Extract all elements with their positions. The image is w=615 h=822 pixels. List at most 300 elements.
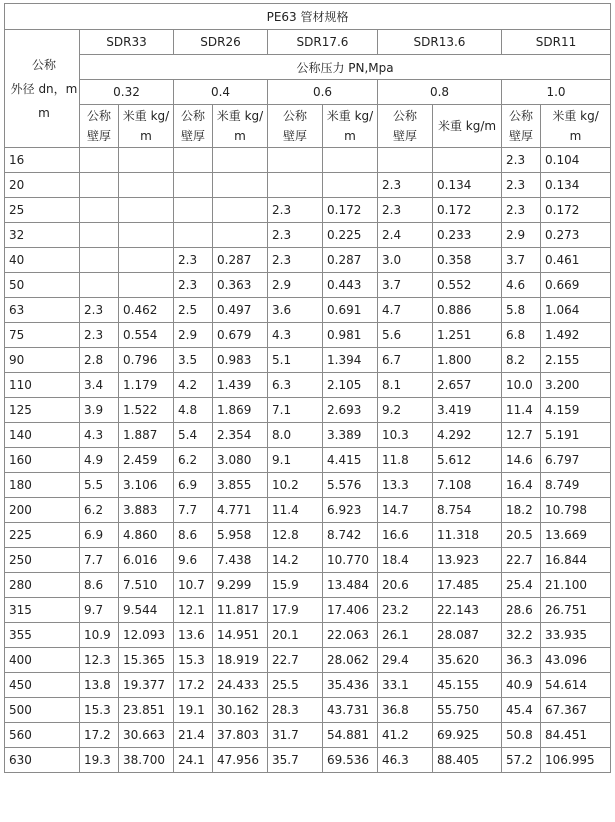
wall-thickness-cell: 36.3 [502, 648, 541, 673]
wall-thickness-cell: 5.5 [80, 473, 119, 498]
wall-thickness-cell [174, 198, 213, 223]
wall-thickness-cell: 2.3 [502, 198, 541, 223]
wall-thickness-cell: 5.1 [268, 348, 323, 373]
weight-cell: 69.925 [433, 723, 502, 748]
table-row [5, 523, 611, 548]
wall-thickness-cell: 13.8 [80, 673, 119, 698]
wall-thickness-cell: 16.6 [378, 523, 433, 548]
wall-thickness-header [80, 105, 119, 148]
weight-cell: 26.751 [541, 598, 611, 623]
column-header-row [5, 105, 611, 148]
weight-cell: 0.461 [541, 248, 611, 273]
sdr-header: SDR26 [174, 30, 268, 55]
weight-cell: 4.292 [433, 423, 502, 448]
weight-cell: 8.749 [541, 473, 611, 498]
header-line: 公称 [86, 109, 111, 123]
weight-cell: 0.225 [323, 223, 378, 248]
table-row [5, 723, 611, 748]
wall-thickness-cell: 12.8 [268, 523, 323, 548]
wall-thickness-cell: 46.3 [378, 748, 433, 773]
wall-thickness-cell: 11.4 [268, 498, 323, 523]
weight-cell: 0.981 [323, 323, 378, 348]
weight-cell: 0.287 [213, 248, 268, 273]
wall-thickness-cell [174, 148, 213, 173]
weight-cell: 3.106 [119, 473, 174, 498]
weight-cell: 0.273 [541, 223, 611, 248]
weight-cell: 69.536 [323, 748, 378, 773]
weight-cell: 7.510 [119, 573, 174, 598]
wall-thickness-cell: 32.2 [502, 623, 541, 648]
wall-thickness-cell: 9.6 [174, 548, 213, 573]
header-line: 壁厚 [508, 129, 533, 143]
wall-thickness-cell: 8.6 [80, 573, 119, 598]
weight-cell: 3.200 [541, 373, 611, 398]
wall-thickness-cell: 2.3 [80, 323, 119, 348]
wall-thickness-cell: 25.5 [268, 673, 323, 698]
wall-thickness-cell: 13.6 [174, 623, 213, 648]
weight-cell: 0.104 [541, 148, 611, 173]
weight-cell: 7.108 [433, 473, 502, 498]
wall-thickness-cell: 6.9 [80, 523, 119, 548]
wall-thickness-cell: 10.9 [80, 623, 119, 648]
nominal-diameter-cell: 63 [5, 298, 80, 323]
wall-thickness-header [268, 105, 323, 148]
wall-thickness-cell: 2.3 [268, 223, 323, 248]
nominal-diameter-cell: 110 [5, 373, 80, 398]
wall-thickness-cell: 2.9 [268, 273, 323, 298]
table-row [5, 573, 611, 598]
nominal-diameter-cell: 75 [5, 323, 80, 348]
weight-cell: 0.134 [541, 173, 611, 198]
weight-cell [213, 173, 268, 198]
wall-thickness-cell: 2.4 [378, 223, 433, 248]
weight-cell: 3.855 [213, 473, 268, 498]
table-row [5, 673, 611, 698]
header-line: 米重 kg/ [122, 109, 170, 123]
wall-thickness-cell: 11.4 [502, 398, 541, 423]
wall-thickness-cell: 6.8 [502, 323, 541, 348]
weight-cell: 22.063 [323, 623, 378, 648]
wall-thickness-cell: 4.2 [174, 373, 213, 398]
header-line: 米重 kg/ [216, 109, 264, 123]
wall-thickness-cell: 10.2 [268, 473, 323, 498]
nominal-diameter-cell: 630 [5, 748, 80, 773]
nominal-diameter-cell: 560 [5, 723, 80, 748]
weight-cell: 19.377 [119, 673, 174, 698]
weight-cell: 1.522 [119, 398, 174, 423]
weight-cell: 37.803 [213, 723, 268, 748]
header-line: 壁厚 [180, 129, 205, 143]
nominal-diameter-cell: 400 [5, 648, 80, 673]
weight-cell: 1.887 [119, 423, 174, 448]
weight-cell: 5.958 [213, 523, 268, 548]
weight-cell [213, 198, 268, 223]
wall-thickness-header [174, 105, 213, 148]
wall-thickness-cell: 35.7 [268, 748, 323, 773]
wall-thickness-cell: 16.4 [502, 473, 541, 498]
nominal-diameter-cell: 40 [5, 248, 80, 273]
table-row [5, 198, 611, 223]
wall-thickness-cell: 24.1 [174, 748, 213, 773]
weight-cell: 88.405 [433, 748, 502, 773]
weight-cell: 9.544 [119, 598, 174, 623]
od-header-line2: 外径 dn，m [10, 81, 78, 96]
weight-cell: 35.436 [323, 673, 378, 698]
weight-cell: 0.552 [433, 273, 502, 298]
weight-cell: 43.731 [323, 698, 378, 723]
wall-thickness-cell: 11.8 [378, 448, 433, 473]
sdr-header: SDR13.6 [378, 30, 502, 55]
wall-thickness-cell: 31.7 [268, 723, 323, 748]
weight-cell: 1.394 [323, 348, 378, 373]
wall-thickness-cell: 2.8 [80, 348, 119, 373]
wall-thickness-cell: 5.6 [378, 323, 433, 348]
header-line: 米重 kg/ [326, 109, 374, 123]
weight-cell: 4.159 [541, 398, 611, 423]
weight-cell: 5.612 [433, 448, 502, 473]
weight-cell: 3.883 [119, 498, 174, 523]
header-line: 壁厚 [392, 129, 417, 143]
table-row [5, 623, 611, 648]
wall-thickness-cell: 8.2 [502, 348, 541, 373]
nominal-diameter-cell: 125 [5, 398, 80, 423]
header-line: 公称 [392, 109, 417, 123]
weight-cell: 7.438 [213, 548, 268, 573]
weight-cell: 0.172 [541, 198, 611, 223]
weight-cell: 1.439 [213, 373, 268, 398]
weight-cell: 10.798 [541, 498, 611, 523]
weight-cell: 15.365 [119, 648, 174, 673]
weight-cell: 35.620 [433, 648, 502, 673]
weight-cell: 6.797 [541, 448, 611, 473]
nominal-diameter-cell: 315 [5, 598, 80, 623]
nominal-diameter-cell: 450 [5, 673, 80, 698]
wall-thickness-cell [80, 248, 119, 273]
weight-cell: 6.016 [119, 548, 174, 573]
wall-thickness-cell: 4.7 [378, 298, 433, 323]
wall-thickness-cell [268, 173, 323, 198]
wall-thickness-cell [80, 223, 119, 248]
wall-thickness-cell: 15.9 [268, 573, 323, 598]
table-row [5, 298, 611, 323]
wall-thickness-cell: 6.2 [174, 448, 213, 473]
weight-per-meter-header [323, 105, 378, 148]
od-header-line3: m [38, 105, 50, 120]
wall-thickness-cell: 4.3 [80, 423, 119, 448]
wall-thickness-header [502, 105, 541, 148]
weight-cell: 13.923 [433, 548, 502, 573]
wall-thickness-cell: 5.8 [502, 298, 541, 323]
header-line: m [569, 129, 582, 143]
wall-thickness-cell: 15.3 [80, 698, 119, 723]
wall-thickness-cell: 12.3 [80, 648, 119, 673]
wall-thickness-cell: 2.5 [174, 298, 213, 323]
pn-value: 1.0 [502, 80, 611, 105]
wall-thickness-cell: 14.7 [378, 498, 433, 523]
wall-thickness-cell: 2.3 [174, 248, 213, 273]
weight-cell: 2.657 [433, 373, 502, 398]
wall-thickness-cell: 45.4 [502, 698, 541, 723]
wall-thickness-cell: 17.2 [174, 673, 213, 698]
wall-thickness-cell: 12.7 [502, 423, 541, 448]
header-line: m [344, 129, 356, 143]
weight-cell: 16.844 [541, 548, 611, 573]
wall-thickness-cell: 5.4 [174, 423, 213, 448]
weight-cell: 17.485 [433, 573, 502, 598]
weight-cell: 2.105 [323, 373, 378, 398]
wall-thickness-cell: 19.3 [80, 748, 119, 773]
wall-thickness-cell: 3.7 [502, 248, 541, 273]
wall-thickness-cell [174, 173, 213, 198]
wall-thickness-cell: 2.3 [378, 173, 433, 198]
weight-cell: 45.155 [433, 673, 502, 698]
sdr-header: SDR11 [502, 30, 611, 55]
table-row [5, 148, 611, 173]
weight-cell [119, 173, 174, 198]
table-row [5, 698, 611, 723]
weight-cell: 33.935 [541, 623, 611, 648]
weight-cell: 24.433 [213, 673, 268, 698]
weight-cell: 12.093 [119, 623, 174, 648]
wall-thickness-cell: 17.9 [268, 598, 323, 623]
table-row [5, 448, 611, 473]
wall-thickness-cell: 10.3 [378, 423, 433, 448]
weight-cell: 0.669 [541, 273, 611, 298]
wall-thickness-cell: 9.2 [378, 398, 433, 423]
wall-thickness-cell: 2.3 [80, 298, 119, 323]
pressure-header: 公称压力 PN,Mpa [80, 55, 611, 80]
weight-cell: 55.750 [433, 698, 502, 723]
weight-cell: 84.451 [541, 723, 611, 748]
wall-thickness-cell: 2.3 [268, 198, 323, 223]
wall-thickness-cell: 36.8 [378, 698, 433, 723]
weight-cell: 2.155 [541, 348, 611, 373]
weight-cell: 0.443 [323, 273, 378, 298]
wall-thickness-cell: 4.6 [502, 273, 541, 298]
weight-cell: 3.419 [433, 398, 502, 423]
weight-cell: 0.679 [213, 323, 268, 348]
wall-thickness-cell: 10.7 [174, 573, 213, 598]
weight-cell: 3.389 [323, 423, 378, 448]
pn-value: 0.4 [174, 80, 268, 105]
table-row [5, 348, 611, 373]
weight-cell: 1.064 [541, 298, 611, 323]
weight-cell: 54.614 [541, 673, 611, 698]
wall-thickness-cell: 14.6 [502, 448, 541, 473]
wall-thickness-cell: 7.7 [174, 498, 213, 523]
wall-thickness-cell: 8.1 [378, 373, 433, 398]
nominal-diameter-cell: 50 [5, 273, 80, 298]
weight-cell: 14.951 [213, 623, 268, 648]
table-row [5, 248, 611, 273]
wall-thickness-cell [378, 148, 433, 173]
weight-cell [213, 148, 268, 173]
outer-diameter-header [5, 30, 80, 148]
wall-thickness-cell: 12.1 [174, 598, 213, 623]
table-row [5, 473, 611, 498]
wall-thickness-cell: 6.7 [378, 348, 433, 373]
weight-cell: 9.299 [213, 573, 268, 598]
wall-thickness-cell: 2.3 [174, 273, 213, 298]
wall-thickness-cell: 3.9 [80, 398, 119, 423]
wall-thickness-cell: 6.9 [174, 473, 213, 498]
weight-cell: 10.770 [323, 548, 378, 573]
wall-thickness-cell: 40.9 [502, 673, 541, 698]
nominal-diameter-cell: 500 [5, 698, 80, 723]
wall-thickness-cell: 18.4 [378, 548, 433, 573]
weight-cell: 17.406 [323, 598, 378, 623]
weight-cell: 22.143 [433, 598, 502, 623]
weight-cell: 0.363 [213, 273, 268, 298]
weight-cell: 0.358 [433, 248, 502, 273]
weight-cell: 106.995 [541, 748, 611, 773]
weight-cell: 0.172 [433, 198, 502, 223]
weight-cell [433, 148, 502, 173]
wall-thickness-cell: 22.7 [502, 548, 541, 573]
wall-thickness-cell: 4.8 [174, 398, 213, 423]
weight-cell: 21.100 [541, 573, 611, 598]
wall-thickness-cell [80, 173, 119, 198]
wall-thickness-cell: 19.1 [174, 698, 213, 723]
table-row [5, 548, 611, 573]
weight-cell: 0.172 [323, 198, 378, 223]
wall-thickness-cell: 41.2 [378, 723, 433, 748]
weight-cell: 30.663 [119, 723, 174, 748]
wall-thickness-cell: 29.4 [378, 648, 433, 673]
weight-cell: 4.860 [119, 523, 174, 548]
table-row [5, 323, 611, 348]
weight-cell: 2.459 [119, 448, 174, 473]
header-line: m [140, 129, 152, 143]
weight-cell: 0.287 [323, 248, 378, 273]
weight-cell: 4.415 [323, 448, 378, 473]
weight-cell: 11.817 [213, 598, 268, 623]
sdr-header: SDR33 [80, 30, 174, 55]
weight-per-meter-header [433, 105, 502, 148]
weight-cell: 8.742 [323, 523, 378, 548]
table-row [5, 273, 611, 298]
wall-thickness-header [378, 105, 433, 148]
wall-thickness-cell: 17.2 [80, 723, 119, 748]
wall-thickness-cell [80, 198, 119, 223]
wall-thickness-cell [80, 148, 119, 173]
weight-cell: 0.886 [433, 298, 502, 323]
wall-thickness-cell: 6.3 [268, 373, 323, 398]
weight-cell: 0.462 [119, 298, 174, 323]
wall-thickness-cell: 3.5 [174, 348, 213, 373]
weight-cell: 47.956 [213, 748, 268, 773]
weight-cell: 54.881 [323, 723, 378, 748]
pn-value: 0.32 [80, 80, 174, 105]
pe63-spec-table [4, 3, 611, 773]
wall-thickness-cell: 8.0 [268, 423, 323, 448]
wall-thickness-cell: 23.2 [378, 598, 433, 623]
weight-cell: 67.367 [541, 698, 611, 723]
wall-thickness-cell: 4.9 [80, 448, 119, 473]
weight-cell: 1.492 [541, 323, 611, 348]
wall-thickness-cell: 10.0 [502, 373, 541, 398]
nominal-diameter-cell: 200 [5, 498, 80, 523]
weight-cell: 0.497 [213, 298, 268, 323]
wall-thickness-cell: 28.3 [268, 698, 323, 723]
weight-cell: 1.800 [433, 348, 502, 373]
weight-cell: 13.484 [323, 573, 378, 598]
weight-per-meter-header [213, 105, 268, 148]
nominal-diameter-cell: 32 [5, 223, 80, 248]
weight-cell: 30.162 [213, 698, 268, 723]
sdr-header: SDR17.6 [268, 30, 378, 55]
wall-thickness-cell: 20.1 [268, 623, 323, 648]
weight-cell: 0.233 [433, 223, 502, 248]
nominal-diameter-cell: 225 [5, 523, 80, 548]
weight-cell: 11.318 [433, 523, 502, 548]
weight-cell: 2.354 [213, 423, 268, 448]
header-line: 公称 [282, 109, 307, 123]
wall-thickness-cell: 50.8 [502, 723, 541, 748]
weight-cell: 0.554 [119, 323, 174, 348]
wall-thickness-cell: 4.3 [268, 323, 323, 348]
table-row [5, 423, 611, 448]
nominal-diameter-cell: 180 [5, 473, 80, 498]
wall-thickness-cell: 20.6 [378, 573, 433, 598]
weight-cell: 38.700 [119, 748, 174, 773]
header-line: 公称 [508, 109, 533, 123]
wall-thickness-cell: 22.7 [268, 648, 323, 673]
nominal-diameter-cell: 250 [5, 548, 80, 573]
wall-thickness-cell: 28.6 [502, 598, 541, 623]
weight-cell: 18.919 [213, 648, 268, 673]
wall-thickness-cell: 15.3 [174, 648, 213, 673]
weight-cell [323, 173, 378, 198]
weight-cell [323, 148, 378, 173]
weight-cell: 2.693 [323, 398, 378, 423]
weight-cell: 3.080 [213, 448, 268, 473]
nominal-diameter-cell: 280 [5, 573, 80, 598]
weight-cell: 43.096 [541, 648, 611, 673]
pn-value: 0.8 [378, 80, 502, 105]
weight-cell: 0.983 [213, 348, 268, 373]
wall-thickness-cell [80, 273, 119, 298]
weight-cell: 28.062 [323, 648, 378, 673]
nominal-diameter-cell: 355 [5, 623, 80, 648]
table-body [5, 148, 611, 773]
weight-cell [119, 223, 174, 248]
table-row [5, 648, 611, 673]
weight-cell: 28.087 [433, 623, 502, 648]
table-row [5, 398, 611, 423]
header-line: 壁厚 [282, 129, 307, 143]
nominal-diameter-cell: 140 [5, 423, 80, 448]
weight-cell: 6.923 [323, 498, 378, 523]
weight-cell [213, 223, 268, 248]
wall-thickness-cell: 3.7 [378, 273, 433, 298]
od-header-line1: 公称 [31, 57, 56, 72]
weight-cell: 5.191 [541, 423, 611, 448]
weight-cell: 23.851 [119, 698, 174, 723]
wall-thickness-cell: 3.6 [268, 298, 323, 323]
header-line: 米重 kg/ [552, 109, 599, 123]
weight-cell: 5.576 [323, 473, 378, 498]
wall-thickness-cell: 33.1 [378, 673, 433, 698]
header-line: m [234, 129, 246, 143]
nominal-diameter-cell: 90 [5, 348, 80, 373]
header-line: 壁厚 [86, 129, 111, 143]
wall-thickness-cell: 9.1 [268, 448, 323, 473]
weight-cell: 4.771 [213, 498, 268, 523]
wall-thickness-cell: 2.9 [174, 323, 213, 348]
weight-cell [119, 198, 174, 223]
wall-thickness-cell: 7.1 [268, 398, 323, 423]
